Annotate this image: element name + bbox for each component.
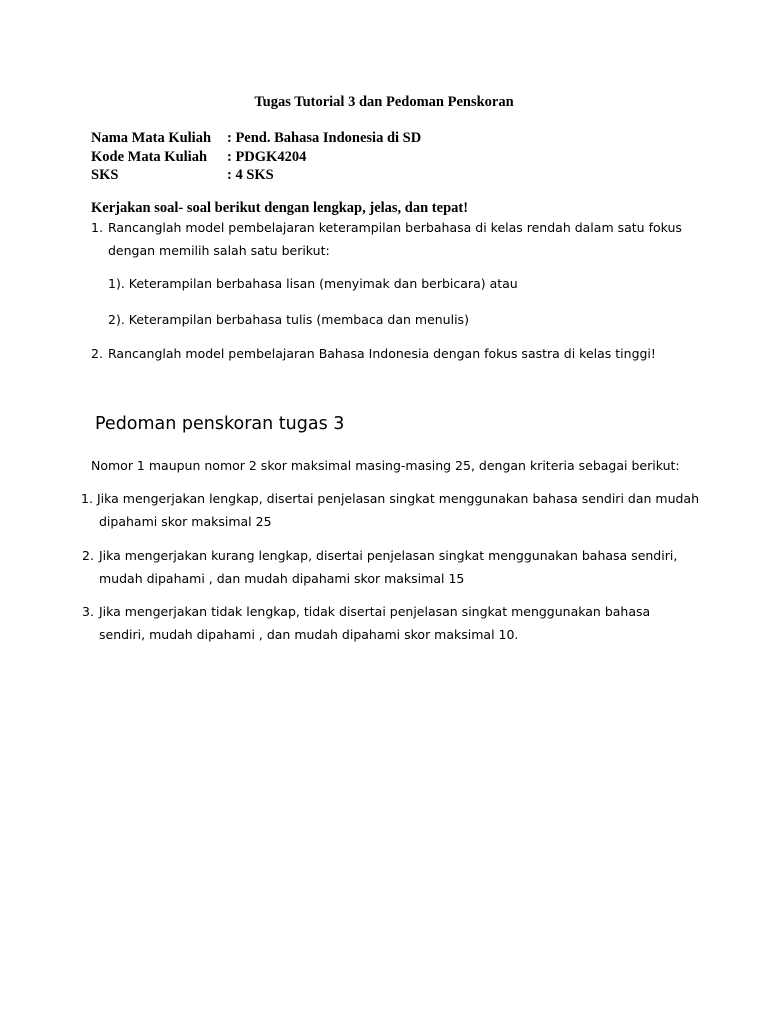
course-code-value: : PDGK4204: [227, 148, 307, 165]
question-1-number: 1.: [91, 220, 103, 235]
credits-label: SKS: [91, 167, 119, 183]
course-name-label: Nama Mata Kuliah: [91, 130, 212, 146]
course-name-row: [91, 129, 421, 148]
scoring-heading: Pedoman penskoran tugas 3: [95, 414, 345, 434]
question-1-option-2: 2). Keterampilan berbahasa tulis (membaca dan menulis): [108, 312, 469, 327]
criterion-3-line-1: Jika mengerjakan tidak lengkap, tidak disertai penjelasan singkat menggunakan bahasa: [99, 604, 651, 619]
scoring-intro: Nomor 1 maupun nomor 2 skor maksimal masing-masing 25, dengan kriteria sebagai berikut:: [91, 458, 680, 473]
criterion-1-number: 1.: [81, 491, 93, 506]
question-1-line-2: dengan memilih salah satu berikut:: [108, 243, 330, 258]
question-1-option-1: 1). Keterampilan berbahasa lisan (menyimak dan berbicara) atau: [108, 276, 518, 291]
course-name-value: : Pend. Bahasa Indonesia di SD: [227, 130, 422, 146]
criterion-3-number: 3.: [82, 604, 94, 619]
criterion-1-line-1: Jika mengerjakan lengkap, disertai penjelasan singkat menggunakan bahasa sendiri dan mudah: [97, 491, 700, 506]
credits-row: [91, 166, 421, 185]
document-title: Tugas Tutorial 3 dan Pedoman Penskoran: [254, 94, 514, 110]
course-code-row: [91, 148, 421, 167]
course-code-label: Kode Mata Kuliah: [91, 148, 208, 165]
question-2-number: 2.: [91, 346, 103, 361]
instruction: Kerjakan soal- soal berikut dengan lengkap, jelas, dan tepat!: [91, 200, 469, 216]
credits-value: : 4 SKS: [227, 167, 274, 183]
course-info: [91, 129, 421, 185]
criterion-2-line-1: Jika mengerjakan kurang lengkap, disertai penjelasan singkat menggunakan bahasa sendiri,: [99, 548, 678, 563]
criterion-2-number: 2.: [82, 548, 94, 563]
question-2-line-1: Rancanglah model pembelajaran Bahasa Indonesia dengan fokus sastra di kelas tinggi!: [108, 346, 656, 361]
question-1-line-1: Rancanglah model pembelajaran keterampilan berbahasa di kelas rendah dalam satu fokus: [108, 220, 682, 235]
criterion-1-line-2: dipahami skor maksimal 25: [99, 514, 272, 529]
criterion-2-line-2: mudah dipahami , dan mudah dipahami skor maksimal 15: [99, 571, 465, 586]
criterion-3-line-2: sendiri, mudah dipahami , dan mudah dipahami skor maksimal 10.: [99, 627, 519, 642]
